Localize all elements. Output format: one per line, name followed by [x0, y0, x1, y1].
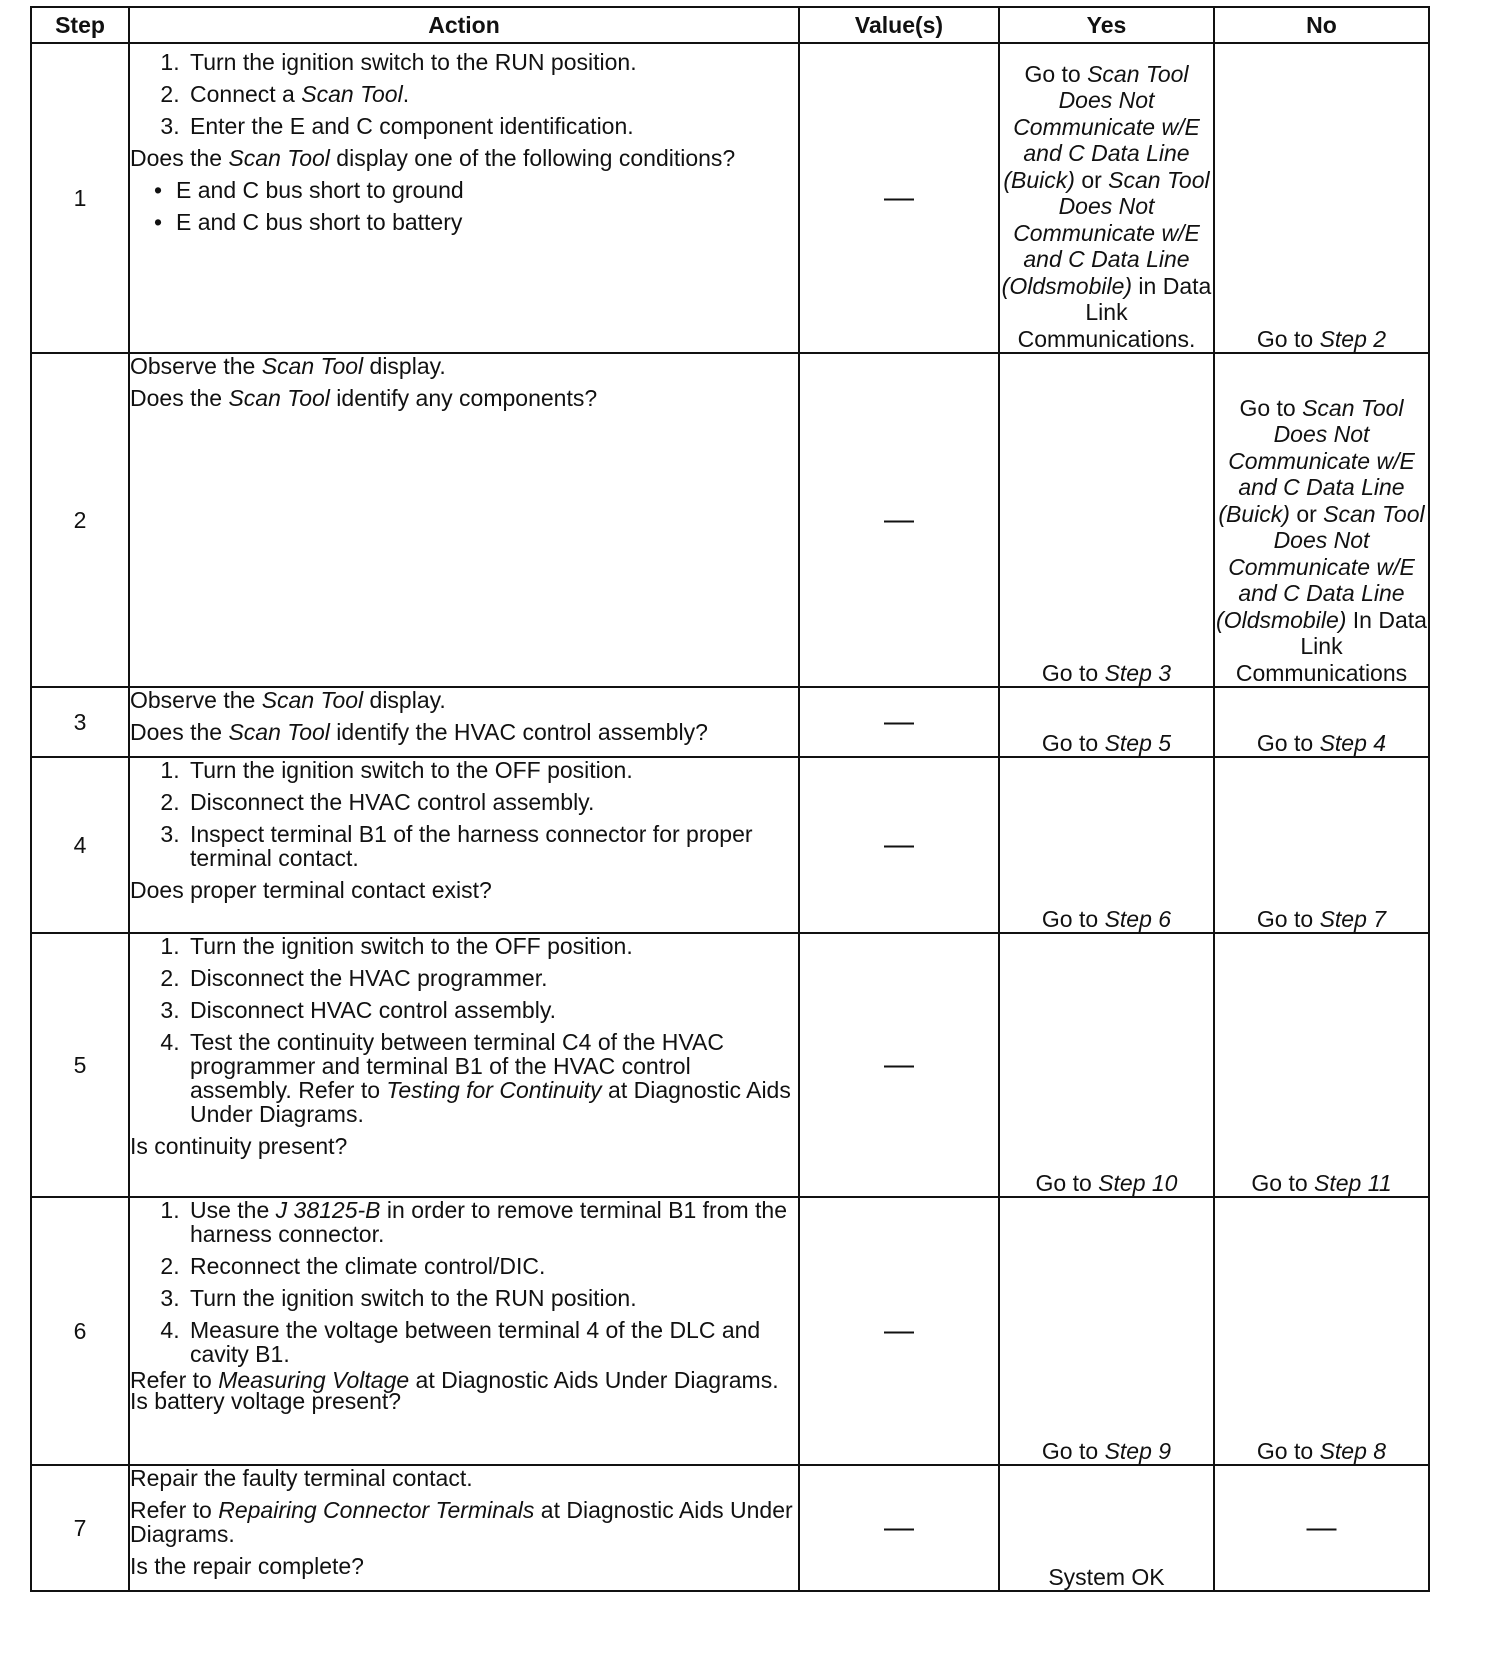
text: in Data Link Communications.	[1017, 272, 1212, 352]
text: .	[402, 81, 410, 107]
yes-cell: System OK	[999, 1465, 1214, 1591]
value-cell: —	[799, 933, 999, 1197]
action-step: 1. Turn the ignition switch to the OFF position.	[186, 934, 798, 958]
tool-ref: Scan Tool	[261, 687, 364, 713]
text: or	[1074, 166, 1109, 193]
text: display one of the following conditions?	[329, 145, 736, 171]
step-link[interactable]: Step 6	[1104, 905, 1172, 932]
step-number: 4	[31, 757, 129, 933]
tool-ref: J 38125-B	[275, 1197, 381, 1223]
yes-cell	[999, 687, 1214, 757]
text: Does the	[130, 385, 229, 411]
text: Go to	[1041, 729, 1105, 756]
action-steps	[130, 934, 798, 1126]
header-row	[31, 7, 1429, 43]
action-question: Does proper terminal contact exist?	[130, 877, 492, 903]
tool-ref: Scan Tool	[228, 719, 330, 745]
value-cell: —	[799, 353, 999, 687]
step-link[interactable]: Step 9	[1104, 1437, 1172, 1464]
text: Does the	[130, 719, 229, 745]
doc-link[interactable]: Scan Tool Does Not Communicate w/E and C Data Line (Buick)	[1218, 394, 1415, 527]
text: Go to	[1041, 905, 1105, 932]
header-yes: Yes	[999, 7, 1214, 43]
value-cell: —	[799, 1197, 999, 1465]
header-step: Step	[31, 7, 129, 43]
diagnostic-table	[30, 6, 1430, 1592]
text: identify any components?	[329, 385, 598, 411]
action-text	[130, 688, 798, 712]
text: Use the	[190, 1197, 276, 1223]
condition-item: • E and C bus short to battery	[176, 210, 798, 234]
yes-cell	[999, 933, 1214, 1197]
step-link[interactable]: Step 3	[1104, 659, 1172, 686]
action-cell	[129, 687, 799, 757]
text: Go to	[1035, 1169, 1099, 1196]
text: at Diagnostic Aids Under Diagrams.	[409, 1367, 779, 1393]
step-number: 7	[31, 1465, 129, 1591]
text: Go to	[1256, 729, 1320, 756]
step-link[interactable]: Step 7	[1319, 905, 1387, 932]
action-steps	[130, 50, 798, 138]
table-row	[31, 1465, 1429, 1591]
action-step: 2. Disconnect the HVAC control assembly.	[186, 790, 798, 814]
text: Observe the	[130, 687, 262, 713]
action-cell	[129, 43, 799, 353]
step-link[interactable]: Step 11	[1314, 1169, 1392, 1196]
action-step: 2. Reconnect the climate control/DIC.	[186, 1254, 798, 1278]
action-step: 1. Turn the ignition switch to the OFF position.	[186, 758, 798, 782]
step-link[interactable]: Step 10	[1098, 1169, 1178, 1196]
action-question: Is battery voltage present?	[130, 1388, 402, 1414]
no-cell	[1214, 43, 1429, 353]
step-link[interactable]: Step 4	[1319, 729, 1387, 756]
action-step	[186, 1030, 798, 1126]
action-question	[130, 720, 798, 744]
action-step	[186, 82, 798, 106]
action-text	[130, 354, 798, 378]
action-step: 4. Measure the voltage between terminal 4 of the DLC and cavity B1.	[186, 1318, 798, 1366]
step-link[interactable]: Step 2	[1319, 325, 1387, 352]
action-step: 1. Turn the ignition switch to the RUN position.	[186, 50, 798, 74]
text: in order to remove terminal B1 from the harness connector.	[190, 1197, 788, 1247]
value-cell: —	[799, 687, 999, 757]
action-question: Is continuity present?	[130, 1133, 348, 1159]
table-row	[31, 353, 1429, 687]
text: Connect a	[190, 81, 302, 107]
text: identify the HVAC control assembly?	[329, 719, 708, 745]
text: Refer to	[130, 1367, 219, 1393]
tool-ref: Scan Tool	[228, 385, 330, 411]
action-step: 3. Inspect terminal B1 of the harness connector for proper terminal contact.	[186, 822, 798, 870]
condition-list	[130, 178, 798, 234]
step-number: 6	[31, 1197, 129, 1465]
yes-cell	[999, 1197, 1214, 1465]
text: Go to	[1041, 659, 1105, 686]
doc-link[interactable]: Repairing Connector Terminals	[218, 1497, 535, 1523]
text: display.	[363, 687, 446, 713]
condition-item: • E and C bus short to ground	[176, 178, 798, 202]
action-cell	[129, 1465, 799, 1591]
action-cell	[129, 933, 799, 1197]
text: or	[1289, 500, 1324, 527]
action-step	[186, 1198, 798, 1246]
yes-cell	[999, 353, 1214, 687]
action-question	[130, 146, 798, 170]
table-row	[31, 43, 1429, 353]
text: Go to	[1024, 60, 1088, 87]
text: Go to	[1256, 1437, 1320, 1464]
value-cell: —	[799, 757, 999, 933]
text: at Diagnostic Aids Under Diagrams.	[190, 1077, 791, 1127]
text: Go to	[1256, 325, 1320, 352]
header-values: Value(s)	[799, 7, 999, 43]
text: Go to	[1251, 1169, 1315, 1196]
header-no: No	[1214, 7, 1429, 43]
text: Go to	[1256, 905, 1320, 932]
step-number: 5	[31, 933, 129, 1197]
doc-link[interactable]: Testing for Continuity	[386, 1077, 602, 1103]
text: Go to	[1239, 394, 1303, 421]
text: Observe the	[130, 353, 262, 379]
table-row	[31, 757, 1429, 933]
text: Does the	[130, 145, 229, 171]
doc-link[interactable]: Scan Tool Does Not Communicate w/E and C Data Line (Oldsmobile)	[1001, 166, 1210, 299]
text: at Diagnostic Aids Under Diagrams.	[130, 1497, 793, 1547]
action-step: 2. Disconnect the HVAC programmer.	[186, 966, 798, 990]
action-question: Is the repair complete?	[130, 1553, 364, 1579]
value-cell: —	[799, 43, 999, 353]
text: Test the continuity between terminal C4 of the HVAC programmer and terminal B1 of the HVAC control assembly. Refer to	[190, 1029, 724, 1103]
tool-ref: Scan Tool	[261, 353, 364, 379]
text: Go to	[1041, 1437, 1105, 1464]
text: display.	[363, 353, 446, 379]
action-text: Repair the faulty terminal contact.	[130, 1465, 473, 1491]
no-cell	[1214, 1197, 1429, 1465]
action-step: 3. Turn the ignition switch to the RUN position.	[186, 1286, 798, 1310]
doc-link[interactable]: Scan Tool Does Not Communicate w/E and C Data Line (Oldsmobile)	[1216, 500, 1425, 633]
no-cell	[1214, 757, 1429, 933]
action-steps	[130, 1198, 798, 1366]
action-step: 3. Disconnect HVAC control assembly.	[186, 998, 798, 1022]
action-steps	[130, 758, 798, 870]
yes-cell	[999, 757, 1214, 933]
action-question	[130, 386, 798, 410]
step-link[interactable]: Step 5	[1104, 729, 1172, 756]
text: Refer to	[130, 1497, 219, 1523]
header-action: Action	[129, 7, 799, 43]
doc-link[interactable]: Scan Tool Does Not Communicate w/E and C Data Line (Buick)	[1003, 60, 1200, 193]
action-reference	[130, 1498, 798, 1546]
doc-link[interactable]: Measuring Voltage	[218, 1367, 410, 1393]
no-cell: —	[1214, 1465, 1429, 1591]
action-cell	[129, 757, 799, 933]
no-cell	[1214, 687, 1429, 757]
table-row	[31, 933, 1429, 1197]
text: In Data Link Communications	[1235, 606, 1427, 686]
step-number: 1	[31, 43, 129, 353]
tool-ref: Scan Tool	[228, 145, 330, 171]
action-step: 3. Enter the E and C component identification.	[186, 114, 798, 138]
action-cell	[129, 353, 799, 687]
action-cell	[129, 1197, 799, 1465]
yes-cell	[999, 43, 1214, 353]
step-number: 3	[31, 687, 129, 757]
table-row	[31, 687, 1429, 757]
tool-ref: Scan Tool	[301, 81, 403, 107]
no-cell	[1214, 933, 1429, 1197]
step-number: 2	[31, 353, 129, 687]
table-row	[31, 1197, 1429, 1465]
step-link[interactable]: Step 8	[1319, 1437, 1387, 1464]
no-cell	[1214, 353, 1429, 687]
value-cell: —	[799, 1465, 999, 1591]
